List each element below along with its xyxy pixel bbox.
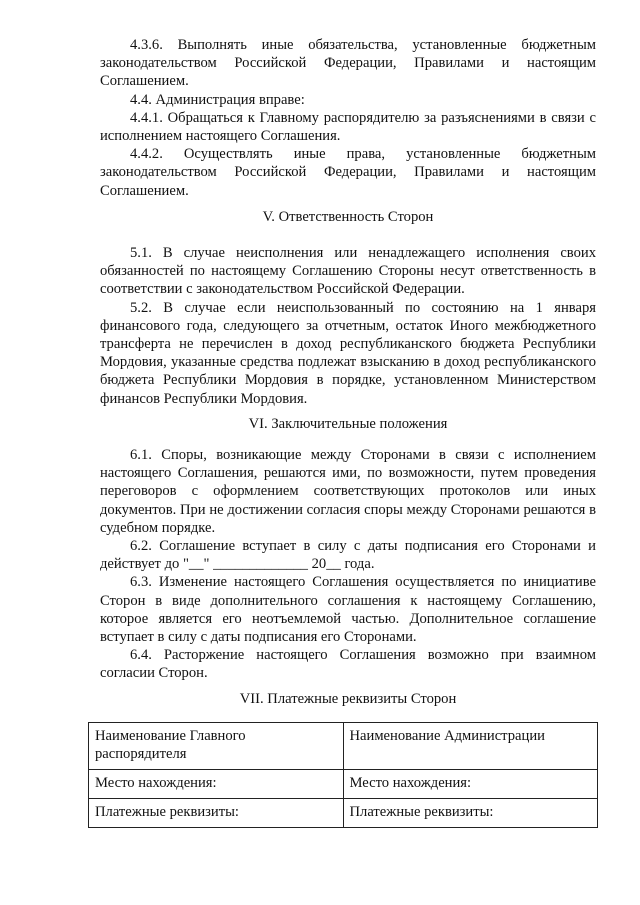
section-6-body	[100, 446, 596, 683]
table-cell-administration-payment: Платежные реквизиты:	[343, 799, 598, 828]
paragraph-5-1: 5.1. В случае неисполнения или ненадлежащего исполнения своих обязанностей по настоящему Соглашению Стороны несут ответственность в соответствии с законодательством Российской Федерации.	[100, 245, 596, 298]
section-7-heading: VII. Платежные реквизиты Сторон	[239, 691, 457, 707]
paragraph-4-4-2: 4.4.2. Осуществлять иные права, установленные бюджетным законодательством Российской Федерации, Правилами и настоящим Соглашением.	[100, 146, 596, 199]
table-cell-chief-manager-payment: Платежные реквизиты:	[89, 799, 344, 828]
table-cell-chief-manager-location: Место нахождения:	[89, 770, 344, 799]
table-row	[89, 799, 598, 828]
paragraph-5-2: 5.2. В случае если неиспользованный по состоянию на 1 января финансового года, следующего за отчетным, остаток Иного межбюджетного трансферта не перечислен в доход республиканского бюджета Республики Мордовия, указанные средства подлежат взысканию в доход республиканского бюджета Республики Мордовия в порядке, установленном Министерством финансов Республики Мордовия.	[100, 299, 596, 407]
paragraph-6-4: 6.4. Расторжение настоящего Соглашения возможно при взаимном согласии Сторон.	[100, 647, 596, 682]
section-6-heading: VI. Заключительные положения	[248, 416, 448, 432]
table-row	[89, 770, 598, 799]
payment-details-table	[88, 722, 598, 828]
paragraph-4-4-1: 4.4.1. Обращаться к Главному распорядителю за разъяснениями в связи с исполнением настоящего Соглашения.	[100, 109, 596, 145]
table-cell-administration-location: Место нахождения:	[343, 770, 598, 799]
paragraph-6-2: 6.2. Соглашение вступает в силу с даты подписания его Сторонами и действует до "__" _____________ 20__ года.	[100, 538, 596, 573]
table-cell-chief-manager-name: Наименование Главного распорядителя	[89, 723, 344, 770]
section-4-continuation	[100, 36, 596, 200]
paragraph-4-3-6: 4.3.6. Выполнять иные обязательства, установленные бюджетным законодательством Российской Федерации, Правилами и настоящим Соглашением.	[100, 37, 596, 90]
paragraph-6-3: 6.3. Изменение настоящего Соглашения осуществляется по инициативе Сторон в виде дополнительного соглашения к настоящему Соглашению, которое является его неотъемлемой частью. Дополнительное соглашение вступает в силу с даты подписания его Сторонами.	[100, 574, 596, 646]
paragraph-4-4: 4.4. Администрация вправе:	[130, 91, 305, 108]
section-5-body	[100, 244, 596, 408]
paragraph-6-1: 6.1. Споры, возникающие между Сторонами в связи с исполнением настоящего Соглашения, решаются ими, по возможности, путем проведения переговоров с оформлением соответствующих протоколов или иных документов. При не достижении согласия споры между Сторонами решаются в судебном порядке.	[100, 447, 596, 536]
table-cell-administration-name: Наименование Администрации	[343, 723, 598, 770]
section-5-heading: V. Ответственность Сторон	[262, 209, 434, 225]
table-row	[89, 723, 598, 770]
